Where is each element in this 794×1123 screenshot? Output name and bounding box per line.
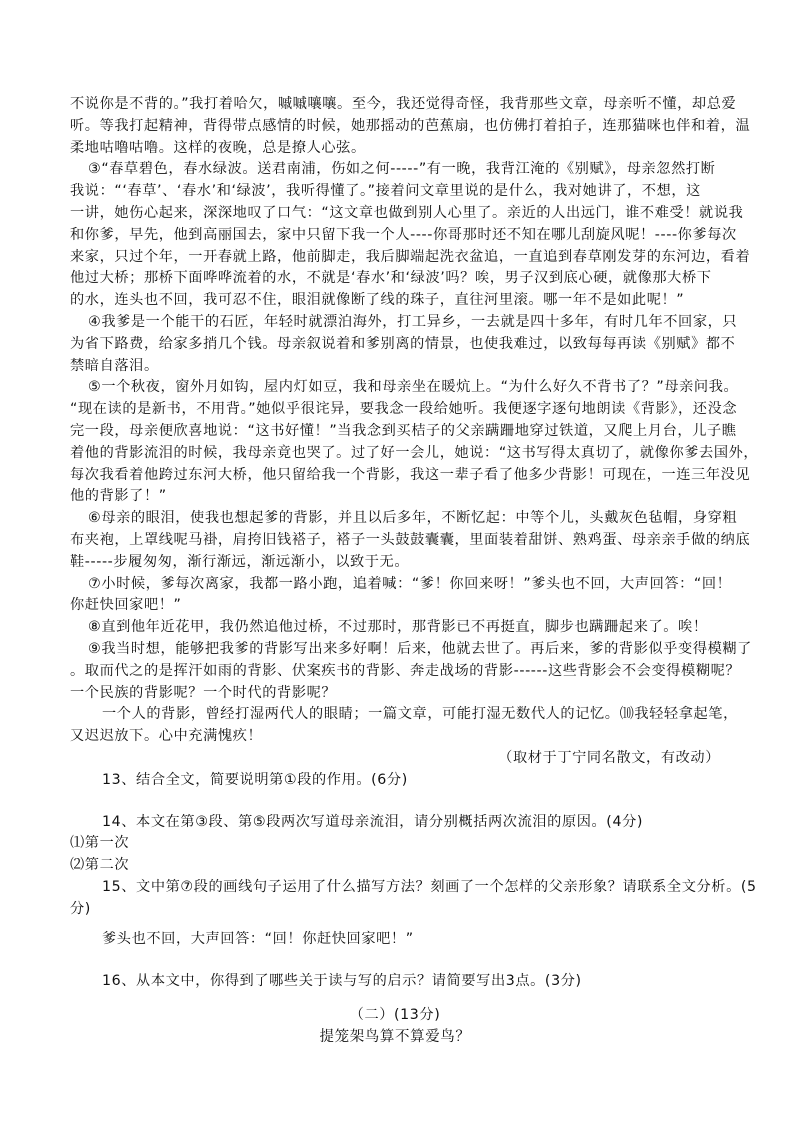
passage-line: 他的背影了！” [70, 488, 167, 505]
paragraph-6-start: ⑥母亲的眼泪，使我也想起爹的背影，并且以后多年，不断忆起：中等个儿，头戴灰色毡帽，身穿粗 [88, 510, 738, 527]
passage-line: 每次我看着他跨过东河大桥，他只留给我一个背影，我这一辈子看了他多少背影！可现在，一连三年没见 [70, 466, 751, 483]
paragraph-4-start: ④我爹是一个能干的石匠，年轻时就漂泊海外，打工异乡，一去就是四十多年，有时几年不回家，只 [88, 313, 738, 330]
passage-line: 着他的背影流泪的时候，我母亲竟也哭了。过了好一会儿，她说：“这书写得太真切了，就像你爹去国外， [70, 444, 759, 461]
passage-line: 一个民族的背影呢？一个时代的背影呢？ [70, 684, 337, 701]
passage-line: 的水，连头也不回，我可忍不住，眼泪就像断了线的珠子，直往河里滚。哪一年不是如此呢！” [70, 292, 685, 309]
passage-line: 他过大桥；那桥下面哗哗流着的水，不就是‘春水’和‘绿波’吗？唉，男子汉到底心硬，就像那大桥下 [70, 270, 712, 287]
passage-line: 禁暗自落泪。 [70, 357, 159, 374]
paragraph-9-start: ⑨我当时想，能够把我爹的背影写出来多好啊！后来，他就去世了。再后来，爹的背影似乎变得模糊了 [88, 640, 752, 657]
passage-line: 柔地咕噜咕噜。这样的夜晚，总是撩人心弦。 [70, 139, 366, 156]
passage-line: 你赶快回家吧！” [70, 597, 182, 614]
paragraph-7-start: ⑦小时候，爹每次离家，我都一路小跑，追着喊：“爹！你回来呀！”爹头也不回，大声回答：“回！ [88, 575, 732, 592]
section-2 [70, 1005, 720, 1049]
source-note: （取材于丁宁同名散文，有改动） [498, 749, 720, 766]
passage-line: 鞋-----步履匆匆，渐行渐远，渐远渐小，以致于无。 [70, 553, 410, 570]
question-16: 16、从本文中，你得到了哪些关于读与写的启示？请简要写出3点。(3分) [102, 973, 582, 990]
passage-line: 。取而代之的是挥汗如雨的背影、伏案疾书的背影、奔走战场的背影------这些背影会不会变得模糊呢？ [70, 662, 741, 679]
paragraph-10-start: 一个人的背影，曾经打湿两代人的眼睛；一篇文章，可能打湿无数代人的记忆。⑽我轻轻拿起笔， [102, 706, 738, 723]
question-15-cont: 分) [70, 900, 91, 917]
question-15: 15、文中第⑦段的画线句子运用了什么描写方法？刻画了一个怎样的父亲形象？请联系全文分析。(5 [102, 878, 757, 895]
questions [70, 770, 757, 993]
exam-page [70, 94, 759, 1049]
passage-line: “现在读的是新书，不用背。”她似乎很诧异，要我念一段给她听。我便逐字逐句地朗读《背影》，还没念 [70, 401, 738, 418]
passage-line: 布夹袍，上罩线呢马褂，肩挎旧钱褡子，褡子一头鼓鼓囊囊，里面装着甜饼、熟鸡蛋、母亲亲手做的纳底 [70, 531, 751, 548]
passage-line: 来家，只过个年，一开春就上路，他前脚走，我后脚端起洗衣盆追，一直追到春草刚发芽的东河边，看着 [70, 248, 751, 265]
passage-line: 不说你是不背的。”我打着哈欠，嘁嘁嚷嚷。至今，我还觉得奇怪，我背那些文章，母亲听不懂，却总爱 [70, 96, 737, 112]
section-2-heading: （二）(13分) [349, 1007, 441, 1024]
paragraph-5-start: ⑤一个秋夜，窗外月如钩，屋内灯如豆，我和母亲坐在暖炕上。“为什么好久不背书了？”母亲问我。 [88, 379, 739, 396]
passage-line: 完一段，母亲便欣喜地说：“这书好懂！”当我念到买桔子的父亲蹒跚地穿过铁道，又爬上月台，儿子瞧 [70, 422, 737, 439]
question-14: 14、本文在第③段、第⑤段两次写道母亲流泪，请分别概括两次流泪的原因。(4分) [102, 813, 643, 830]
passage-line: 为省下路费，给家多捎几个钱。母亲叙说着和爹别离的情景，也使我难过，以致每每再读《别赋》都不 [70, 335, 736, 352]
section-2-title: 提笼架鸟算不算爱鸟？ [319, 1028, 471, 1045]
question-14-part-2: ⑵第二次 [70, 857, 130, 874]
passage-line: 和你爹，早先，他到高丽国去，家中只留下我一个人----你哥那时还不知在哪儿刮旋风呢！----你爹每次 [70, 226, 737, 243]
passage-line: 一讲，她伤心起来，深深地叹了口气：“这文章也做到别人心里了。亲近的人出远门，谁不难受！就说我 [70, 204, 744, 221]
passage [70, 94, 759, 770]
question-15-quote: 爹头也不回，大声回答：“回！你赶快回家吧！” [102, 931, 414, 948]
passage-line: 又迟迟放下。心中充满愧疚！ [70, 728, 263, 745]
paragraph-8: ⑧直到他年近花甲，我仍然追他过桥，不过那时，那背影已不再挺直，脚步也蹒跚起来了。唉！ [88, 619, 708, 636]
question-14-part-1: ⑴第一次 [70, 835, 130, 852]
passage-line: 听。等我打起精神，背得带点感情的时候，她那摇动的芭蕉扇，也仿佛打着拍子，连那猫咪也伴和着，温 [70, 117, 751, 134]
question-13: 13、结合全文，简要说明第①段的作用。(6分) [102, 771, 408, 788]
paragraph-3-start: ③“春草碧色，春水绿波。送君南浦，伤如之何-----”有一晚，我背江淹的《别赋》，母亲忽然打断 [88, 161, 716, 178]
passage-line: 我说：“‘春草’、‘春水’和‘绿波’，我听得懂了。”接着问文章里说的是什么，我对她讲了，不想，这 [70, 183, 701, 200]
